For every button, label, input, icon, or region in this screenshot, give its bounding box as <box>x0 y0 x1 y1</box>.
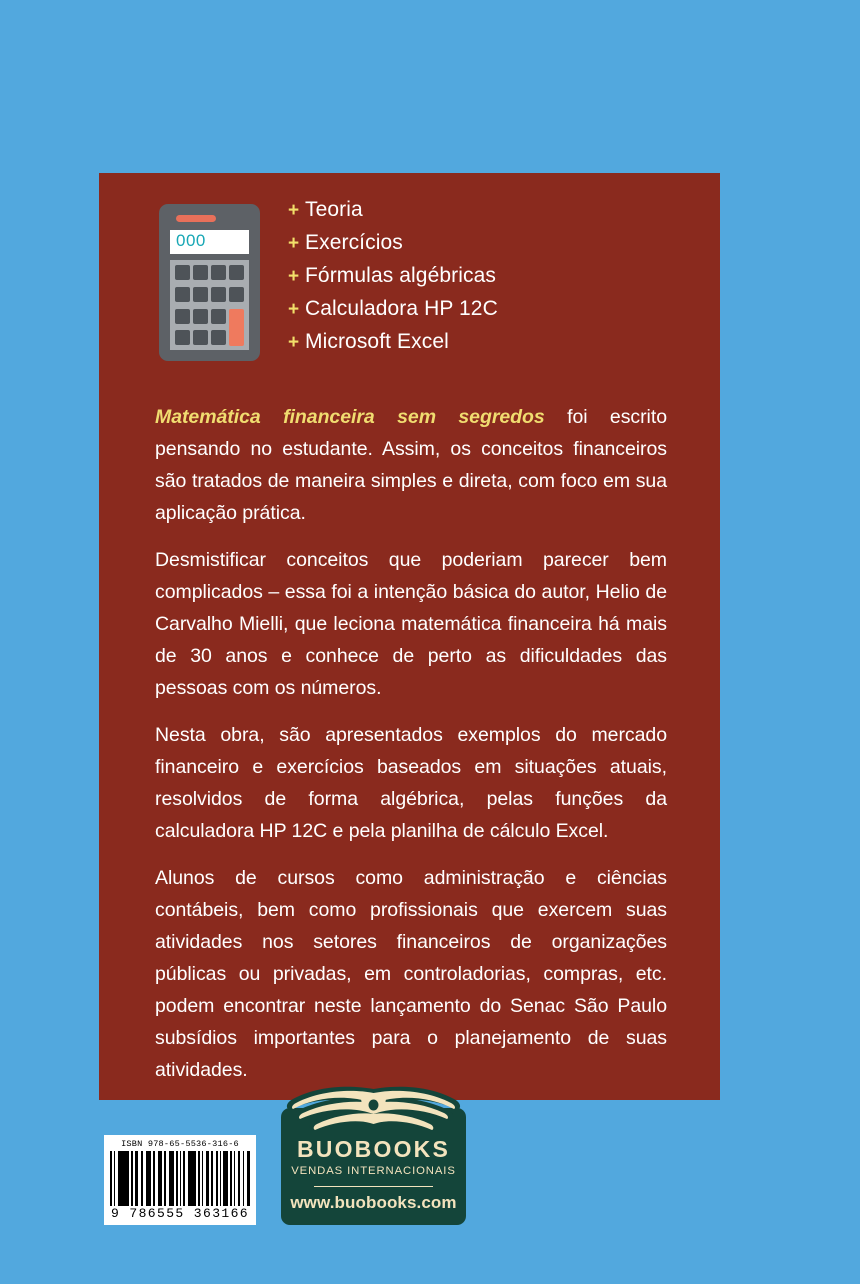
logo-url[interactable]: www.buobooks.com <box>290 1193 457 1212</box>
calculator-key <box>229 265 244 280</box>
calculator-equals-key <box>229 309 244 346</box>
calculator-key <box>211 287 226 302</box>
barcode-bar <box>220 1151 221 1206</box>
calculator-display-value: 000 <box>176 231 206 250</box>
barcode-bar <box>243 1151 244 1206</box>
barcode-bar <box>131 1151 133 1206</box>
calculator-key <box>193 287 208 302</box>
barcode-bar <box>164 1151 166 1206</box>
feature-item-formulas <box>288 263 688 290</box>
barcode-bar <box>211 1151 213 1206</box>
barcode-bar <box>141 1151 143 1206</box>
book-title: Matemática financeira sem segredos <box>155 406 545 428</box>
feature-list <box>288 197 688 362</box>
barcode-bar <box>238 1151 240 1206</box>
barcode-bar <box>230 1151 232 1206</box>
barcode-bar <box>180 1151 181 1206</box>
barcode-bar <box>234 1151 235 1206</box>
barcode-bar <box>198 1151 200 1206</box>
plus-icon: + <box>288 200 300 221</box>
calculator-key <box>211 265 226 280</box>
back-cover-panel <box>99 173 720 1100</box>
feature-block <box>99 173 720 373</box>
barcode-digits: 9 786555 363166 <box>110 1206 250 1221</box>
plus-icon: + <box>288 299 300 320</box>
plus-icon: + <box>288 332 300 353</box>
calculator-key <box>193 265 208 280</box>
calculator-key <box>229 287 244 302</box>
barcode-bar <box>169 1151 174 1206</box>
barcode-bar <box>153 1151 155 1206</box>
calculator-key <box>193 309 208 324</box>
barcode-bars <box>110 1151 250 1206</box>
feature-label: Fórmulas algébricas <box>305 264 496 287</box>
barcode-bar <box>188 1151 196 1206</box>
feature-label: Calculadora HP 12C <box>305 297 498 320</box>
isbn-label: ISBN 978-65-5536-316-6 <box>121 1139 239 1149</box>
blurb-paragraph-4: Alunos de cursos como administração e ciências contábeis, bem como profissionais que exercem suas atividades nos setores financeiros de organizações públicas ou privadas, em controladorias, compras, etc. podem encontrar neste lançamento do Senac São Paulo subsídios importantes para o planejamento de suas atividades. <box>155 867 667 1081</box>
calculator-icon <box>159 204 260 361</box>
calculator-key <box>211 309 226 324</box>
feature-item-calculadora <box>288 296 688 323</box>
feature-item-excel <box>288 329 688 356</box>
feature-label: Exercícios <box>305 231 403 254</box>
barcode-bar <box>202 1151 203 1206</box>
barcode-bar <box>223 1151 228 1206</box>
barcode-bar <box>110 1151 112 1206</box>
calculator-key <box>175 330 190 345</box>
logo-divider <box>314 1186 433 1187</box>
barcode-bar <box>135 1151 138 1206</box>
barcode-bar <box>158 1151 162 1206</box>
owl-wings-icon <box>281 1083 466 1135</box>
blurb-paragraph-3: Nesta obra, são apresentados exemplos do mercado financeiro e exercícios baseados em situações atuais, resolvidos de forma algébrica, pelas funções da calculadora HP 12C e pela planilha de cálculo Excel. <box>155 724 667 842</box>
calculator-keypad <box>170 260 249 350</box>
logo-tagline: VENDAS INTERNACIONAIS <box>291 1165 456 1177</box>
calculator-key <box>211 330 226 345</box>
blurb-paragraph-1-rest: foi escrito pensando no estudante. Assim, os conceitos financeiros são tratados de maneira simples e direta, com foco em sua aplicação prática. <box>155 406 667 524</box>
feature-label: Teoria <box>305 198 363 221</box>
calculator-top-lamp <box>176 215 216 222</box>
blurb-paragraph-1 <box>155 401 667 529</box>
calculator-key <box>193 330 208 345</box>
barcode-bar <box>216 1151 218 1206</box>
logo-wordmark: BUOBOOKS <box>296 1136 451 1162</box>
barcode-bar <box>118 1151 129 1206</box>
publisher-logo <box>281 1083 466 1225</box>
barcode-bar <box>247 1151 250 1206</box>
blurb-paragraph-2: Desmistificar conceitos que poderiam parecer bem complicados – essa foi a intenção básica do autor, Helio de Carvalho Mielli, que leciona matemática financeira há mais de 30 anos e conhece de perto as dificuldades das pessoas com os números. <box>155 549 667 699</box>
barcode-bar <box>114 1151 115 1206</box>
blurb-body <box>155 401 667 1086</box>
calculator-key <box>175 309 190 324</box>
calculator-key <box>175 265 190 280</box>
calculator-display <box>170 230 249 254</box>
plus-icon: + <box>288 266 300 287</box>
isbn-barcode <box>104 1135 256 1225</box>
plus-icon: + <box>288 233 300 254</box>
barcode-bar <box>183 1151 185 1206</box>
feature-label: Microsoft Excel <box>305 330 449 353</box>
barcode-bar <box>206 1151 209 1206</box>
feature-item-exercicios <box>288 230 688 257</box>
feature-item-teoria <box>288 197 688 224</box>
barcode-bar <box>146 1151 151 1206</box>
barcode-bar <box>176 1151 178 1206</box>
calculator-key <box>175 287 190 302</box>
